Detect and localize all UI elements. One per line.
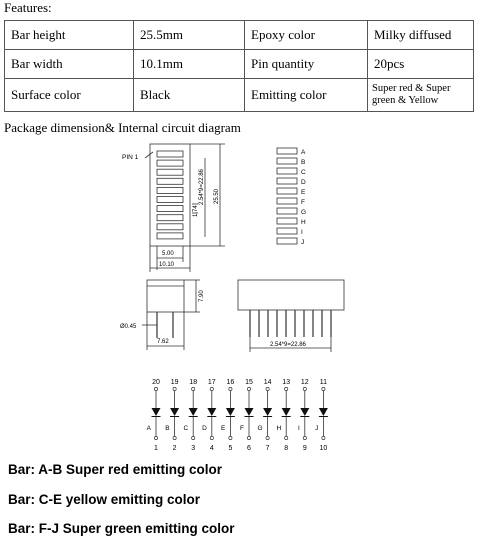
segment-bar bbox=[277, 168, 297, 174]
dim-pin-diameter-label: Ø0.45 bbox=[120, 324, 137, 330]
front-segment bbox=[157, 224, 183, 230]
front-view bbox=[145, 144, 225, 272]
anode-pin-number: 12 bbox=[300, 379, 309, 386]
segment-bar bbox=[277, 208, 297, 214]
spec-value: 20pcs bbox=[368, 50, 474, 79]
package-title: Package dimension& Internal circuit diagram bbox=[4, 120, 241, 135]
cathode-terminal bbox=[173, 436, 176, 439]
segment-letter: B bbox=[301, 159, 306, 166]
cathode-pin-number: 7 bbox=[265, 445, 270, 452]
anode-pin-number: 14 bbox=[263, 379, 272, 386]
cathode-pin-number: 4 bbox=[209, 445, 214, 452]
cathode-pin-number: 5 bbox=[228, 445, 233, 452]
note-red: Bar: A-B Super red emitting color bbox=[8, 462, 223, 477]
cathode-pin-number: 10 bbox=[319, 445, 328, 452]
anode-terminal bbox=[285, 387, 288, 390]
cathode-terminal bbox=[229, 436, 232, 439]
cathode-terminal bbox=[266, 436, 269, 439]
segment-letter: J bbox=[301, 239, 305, 246]
spec-value: 10.1mm bbox=[134, 50, 245, 79]
segment-bar bbox=[277, 158, 297, 164]
anode-pin-number: 15 bbox=[245, 379, 253, 386]
segment-bar bbox=[277, 238, 297, 244]
cathode-terminal bbox=[192, 436, 195, 439]
anode-terminal bbox=[154, 387, 157, 390]
anode-pin-number: 19 bbox=[170, 379, 179, 386]
cathode-terminal bbox=[154, 436, 157, 439]
cathode-pin-number: 8 bbox=[284, 445, 289, 452]
anode-terminal bbox=[192, 387, 195, 390]
front-segment bbox=[157, 178, 183, 184]
dim-width-label: 10.10 bbox=[159, 262, 175, 268]
led-diode-icon bbox=[245, 408, 254, 416]
segment-bar bbox=[277, 218, 297, 224]
features-title: Features: bbox=[4, 0, 52, 15]
spec-value: Super red & Super green & Yellow bbox=[368, 79, 474, 112]
spec-label: Bar width bbox=[5, 50, 134, 79]
anode-terminal bbox=[303, 387, 306, 390]
segment-letter: F bbox=[301, 199, 305, 206]
led-diode-icon bbox=[170, 408, 179, 416]
pin-body bbox=[238, 280, 344, 310]
led-letter: C bbox=[183, 425, 189, 432]
anode-terminal bbox=[229, 387, 232, 390]
front-segment bbox=[157, 197, 183, 203]
spec-label: Epoxy color bbox=[245, 21, 368, 50]
led-diode-icon bbox=[152, 408, 161, 416]
anode-pin-number: 17 bbox=[207, 379, 216, 386]
anode-pin-number: 11 bbox=[319, 379, 328, 386]
bar-outline bbox=[150, 144, 190, 246]
cathode-terminal bbox=[210, 436, 213, 439]
led-letter: F bbox=[240, 425, 244, 432]
led-letter: J bbox=[315, 425, 319, 432]
front-segment bbox=[157, 169, 183, 175]
segment-letter: C bbox=[301, 169, 306, 176]
cathode-pin-number: 1 bbox=[154, 445, 158, 452]
anode-pin-number: 16 bbox=[226, 379, 235, 386]
dim-side-depth-label: 7.62 bbox=[157, 339, 169, 345]
led-letter: H bbox=[276, 425, 282, 432]
led-diode-icon bbox=[319, 408, 328, 416]
cathode-terminal bbox=[285, 436, 288, 439]
segment-letter: A bbox=[301, 149, 306, 156]
spec-label: Bar height bbox=[5, 21, 134, 50]
anode-terminal bbox=[173, 387, 176, 390]
anode-terminal bbox=[266, 387, 269, 390]
segment-letter: H bbox=[301, 219, 306, 226]
anode-pin-number: 18 bbox=[189, 379, 198, 386]
note-green: Bar: F-J Super green emitting color bbox=[8, 521, 235, 536]
segment-letter: E bbox=[301, 189, 306, 196]
cathode-terminal bbox=[247, 436, 250, 439]
spec-value: Black bbox=[134, 79, 245, 112]
dim-height-label: 25.50 bbox=[214, 188, 220, 204]
spec-label: Surface color bbox=[5, 79, 134, 112]
spec-label: Pin quantity bbox=[245, 50, 368, 79]
segment-bar bbox=[277, 188, 297, 194]
spec-label: Emitting color bbox=[245, 79, 368, 112]
segment-letter: G bbox=[301, 209, 307, 216]
anode-terminal bbox=[210, 387, 213, 390]
led-diode-icon bbox=[263, 408, 272, 416]
dim-bottom-pitch-label: 2.54*9=22.86 bbox=[270, 342, 306, 348]
dim-inner-width-label: 5.00 bbox=[162, 251, 174, 257]
internal-circuit bbox=[147, 379, 328, 452]
led-diode-icon bbox=[189, 408, 198, 416]
front-segment bbox=[157, 206, 183, 212]
led-diode-icon bbox=[207, 408, 216, 416]
spec-value: Milky diffused bbox=[368, 21, 474, 50]
segment-bar bbox=[277, 228, 297, 234]
anode-terminal bbox=[247, 387, 250, 390]
led-letter: E bbox=[221, 425, 226, 432]
pin1-label: PIN 1 bbox=[122, 154, 139, 161]
front-segment bbox=[157, 233, 183, 239]
side-body bbox=[147, 280, 184, 312]
segment-bar bbox=[277, 178, 297, 184]
cathode-pin-number: 2 bbox=[172, 445, 177, 452]
front-segment bbox=[157, 151, 183, 157]
segment-bar bbox=[277, 198, 297, 204]
anode-terminal bbox=[322, 387, 325, 390]
cathode-pin-number: 9 bbox=[302, 445, 307, 452]
led-letter: G bbox=[257, 425, 263, 432]
front-segment bbox=[157, 187, 183, 193]
led-diode-icon bbox=[300, 408, 309, 416]
cathode-terminal bbox=[322, 436, 325, 439]
dim-segment-label: 1.74 bbox=[193, 205, 199, 217]
cathode-terminal bbox=[303, 436, 306, 439]
note-yellow: Bar: C-E yellow emitting color bbox=[8, 492, 201, 507]
led-diode-icon bbox=[282, 408, 291, 416]
spec-value: 25.5mm bbox=[134, 21, 245, 50]
cathode-pin-number: 3 bbox=[191, 445, 196, 452]
segment-view bbox=[277, 148, 297, 244]
anode-pin-number: 20 bbox=[152, 379, 160, 386]
dim-pitch-label: 2.54*9=22.86 bbox=[199, 169, 205, 205]
segment-letter: I bbox=[301, 229, 303, 236]
led-letter: A bbox=[146, 425, 151, 432]
led-letter: D bbox=[202, 425, 207, 432]
side-view bbox=[142, 280, 200, 350]
front-segment bbox=[157, 215, 183, 221]
led-letter: B bbox=[165, 425, 170, 432]
led-letter: I bbox=[297, 425, 300, 432]
front-segment bbox=[157, 160, 183, 166]
led-diode-icon bbox=[226, 408, 235, 416]
segment-letter: D bbox=[301, 179, 306, 186]
segment-bar bbox=[277, 148, 297, 154]
anode-pin-number: 13 bbox=[282, 379, 291, 386]
cathode-pin-number: 6 bbox=[247, 445, 251, 452]
dim-side-height-label: 7.90 bbox=[199, 290, 205, 302]
